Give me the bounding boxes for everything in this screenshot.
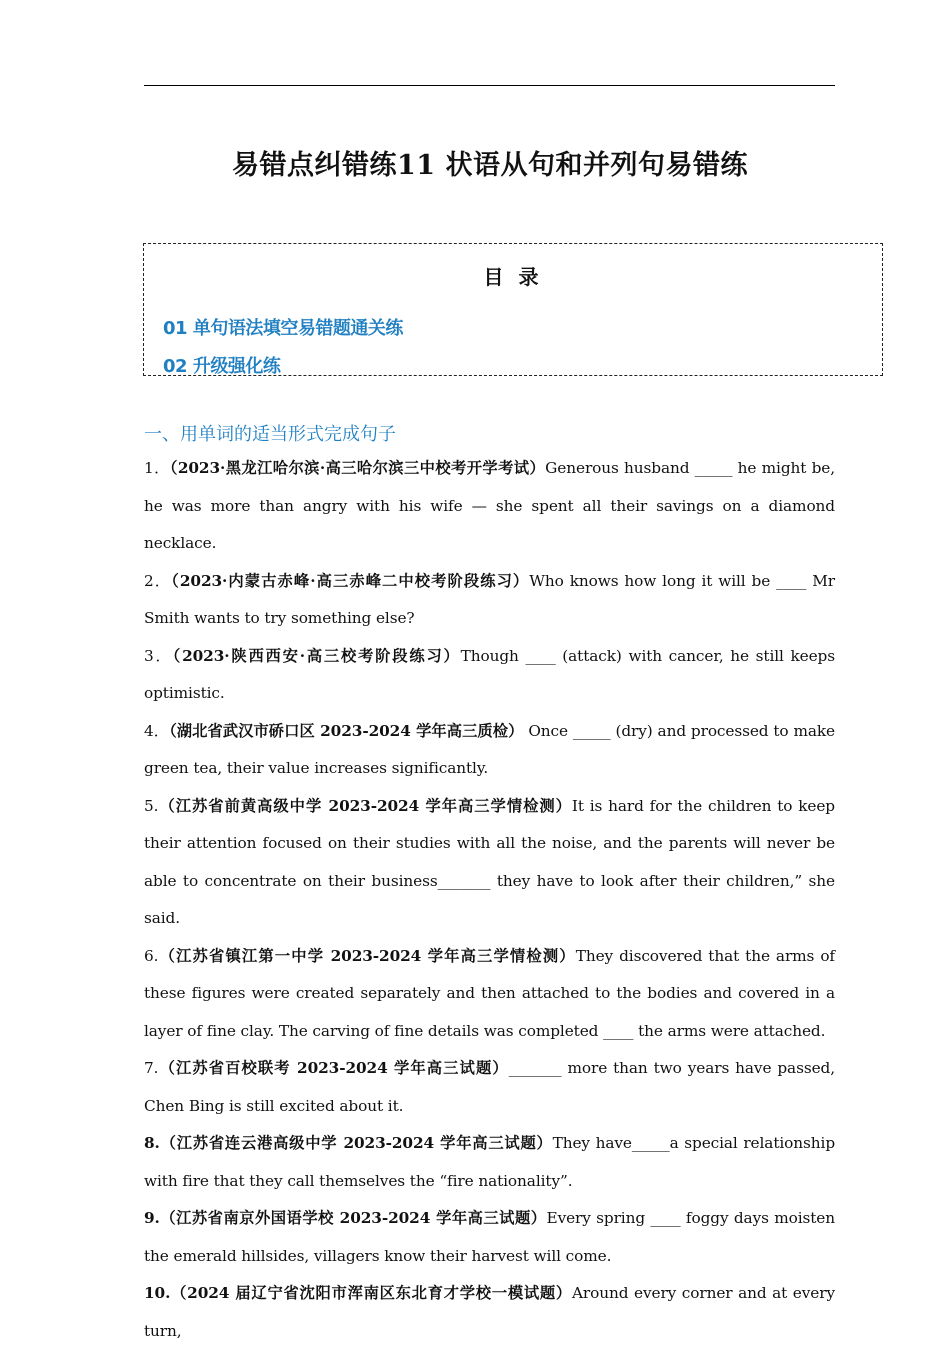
- question-text: Every spring ____ foggy days moisten the emerald hillsides, villagers know their harvest will come.: [144, 1209, 836, 1265]
- question-9: [144, 1200, 835, 1275]
- question-6: [144, 938, 835, 1051]
- question-number: 10.: [144, 1284, 171, 1302]
- question-7: [144, 1050, 835, 1125]
- question-number: 4．: [144, 721, 170, 740]
- question-3: [144, 638, 835, 713]
- toc-item-01[interactable]: 01 单句语法填空易错题通关练: [163, 318, 403, 339]
- question-number: 3．: [144, 646, 173, 665]
- question-text: Around every corner and at every turn,: [144, 1284, 835, 1340]
- question-1: [144, 450, 835, 563]
- question-number: 5.: [144, 796, 159, 815]
- question-text: _______ more than two years have passed, Chen Bing is still excited about it.: [144, 1059, 835, 1115]
- question-source: （江苏省前黄高级中学 2023-2024 学年高三学情检测）: [158, 796, 572, 815]
- toc-item-02[interactable]: 02 升级强化练: [163, 356, 281, 377]
- question-source: （江苏省连云港高级中学 2023-2024 学年高三试题）: [159, 1134, 553, 1152]
- page-title: 易错点纠错练11 状语从句和并列句易错练: [232, 150, 748, 181]
- question-text: They discovered that the arms of these figures were created separately and then attached to the bodies and covered in a layer of fine clay. The carving of fine details was completed ____ the arms were attached.: [144, 946, 835, 1040]
- table-of-contents: [143, 243, 883, 376]
- question-8: [144, 1125, 835, 1200]
- question-2: [144, 563, 835, 638]
- question-number: 6.: [144, 946, 159, 965]
- question-text: Who knows how long it will be ____ Mr Smith wants to try something else?: [144, 571, 835, 627]
- toc-heading: 目 录: [483, 265, 543, 289]
- question-text: Generous husband _____ he might be, he was more than angry with his wife — she spent all their savings on a diamond necklace.: [144, 459, 835, 552]
- question-source: （江苏省镇江第一中学 2023-2024 学年高三学情检测）: [158, 946, 576, 965]
- question-text: They have_____a special relationship with fire that they call themselves the “fire nationality”.: [144, 1134, 836, 1190]
- header-rule: [144, 85, 835, 86]
- question-number: 2．: [144, 571, 172, 590]
- question-5: [144, 788, 835, 938]
- question-source: （湖北省武汉市硚口区 2023-2024 学年高三质检）: [169, 721, 524, 740]
- question-list: [144, 450, 835, 1350]
- question-source: （2024 届辽宁省沈阳市浑南区东北育才学校一模试题）: [170, 1284, 572, 1302]
- question-number: 9.: [144, 1209, 160, 1227]
- question-4: [144, 713, 835, 788]
- section-heading: 一、用单词的适当形式完成句子: [144, 424, 396, 445]
- question-text: Once _____ (dry) and processed to make green tea, their value increases significantly.: [144, 721, 835, 777]
- question-source: （2023·内蒙古赤峰·高三赤峰二中校考阶段练习）: [171, 571, 530, 590]
- question-source: （江苏省百校联考 2023-2024 学年高三试题）: [158, 1059, 509, 1077]
- question-text: It is hard for the children to keep their attention focused on their studies with all the noise, and the parents will never be able to concentrate on their business_______ they have to look after their children,” she said.: [144, 796, 835, 927]
- question-number: 1．: [144, 459, 170, 477]
- question-10: [144, 1275, 835, 1350]
- question-source: （江苏省南京外国语学校 2023-2024 学年高三试题）: [159, 1209, 547, 1227]
- question-number: 7.: [144, 1059, 159, 1077]
- question-source: （2023·黑龙江哈尔滨·高三哈尔滨三中校考开学考试）: [169, 459, 546, 477]
- question-text: Though ____ (attack) with cancer, he still keeps optimistic.: [144, 646, 835, 702]
- question-number: 8.: [144, 1134, 160, 1152]
- question-source: （2023·陕西西安·高三校考阶段练习）: [172, 646, 461, 665]
